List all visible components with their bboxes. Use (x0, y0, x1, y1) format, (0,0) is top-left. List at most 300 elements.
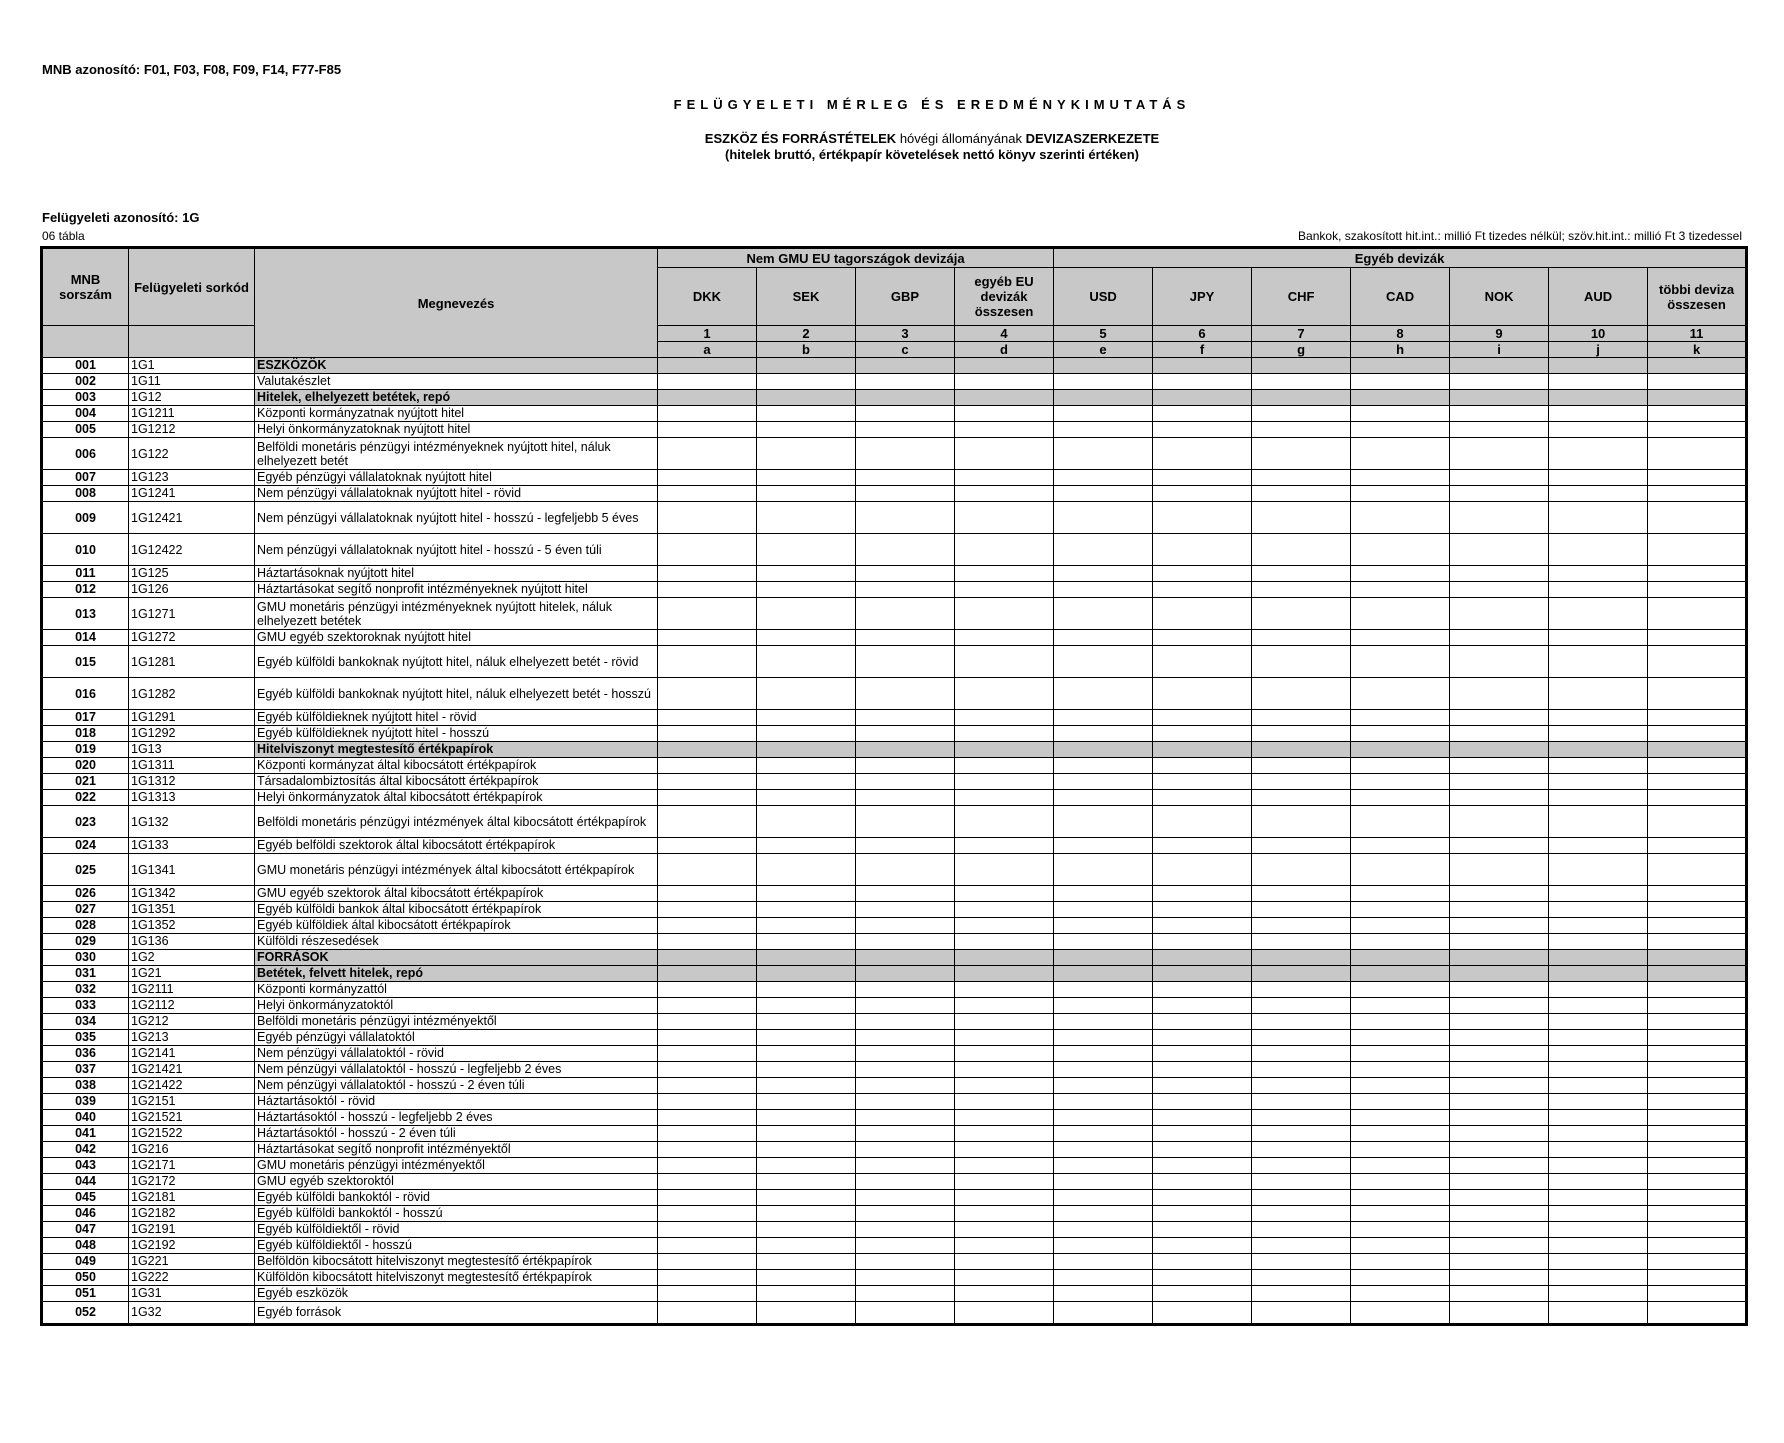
value-cell[interactable] (757, 534, 856, 566)
value-cell[interactable] (658, 1174, 757, 1190)
value-cell[interactable] (1252, 358, 1351, 374)
value-cell[interactable] (1054, 678, 1153, 710)
value-cell[interactable] (1153, 726, 1252, 742)
value-cell[interactable] (1153, 678, 1252, 710)
value-cell[interactable] (1450, 1078, 1549, 1094)
value-cell[interactable] (856, 630, 955, 646)
value-cell[interactable] (1351, 982, 1450, 998)
value-cell[interactable] (1054, 934, 1153, 950)
value-cell[interactable] (955, 950, 1054, 966)
value-cell[interactable] (1450, 646, 1549, 678)
value-cell[interactable] (1054, 486, 1153, 502)
value-cell[interactable] (1054, 1030, 1153, 1046)
value-cell[interactable] (1153, 1270, 1252, 1286)
value-cell[interactable] (1450, 630, 1549, 646)
value-cell[interactable] (1351, 1222, 1450, 1238)
value-cell[interactable] (1450, 1190, 1549, 1206)
value-cell[interactable] (955, 726, 1054, 742)
value-cell[interactable] (1450, 566, 1549, 582)
value-cell[interactable] (1450, 838, 1549, 854)
value-cell[interactable] (1648, 886, 1747, 902)
value-cell[interactable] (955, 486, 1054, 502)
value-cell[interactable] (1450, 726, 1549, 742)
value-cell[interactable] (1549, 470, 1648, 486)
value-cell[interactable] (1351, 934, 1450, 950)
value-cell[interactable] (1153, 598, 1252, 630)
value-cell[interactable] (658, 534, 757, 566)
value-cell[interactable] (1153, 1078, 1252, 1094)
value-cell[interactable] (856, 1302, 955, 1325)
value-cell[interactable] (856, 1110, 955, 1126)
value-cell[interactable] (856, 1094, 955, 1110)
value-cell[interactable] (856, 470, 955, 486)
value-cell[interactable] (757, 902, 856, 918)
value-cell[interactable] (1648, 1030, 1747, 1046)
value-cell[interactable] (856, 758, 955, 774)
value-cell[interactable] (658, 1254, 757, 1270)
value-cell[interactable] (1351, 1190, 1450, 1206)
value-cell[interactable] (1054, 390, 1153, 406)
value-cell[interactable] (1153, 854, 1252, 886)
value-cell[interactable] (1252, 918, 1351, 934)
value-cell[interactable] (1252, 438, 1351, 470)
value-cell[interactable] (1153, 1094, 1252, 1110)
value-cell[interactable] (955, 390, 1054, 406)
value-cell[interactable] (658, 934, 757, 950)
value-cell[interactable] (1648, 742, 1747, 758)
value-cell[interactable] (658, 726, 757, 742)
value-cell[interactable] (856, 726, 955, 742)
value-cell[interactable] (1549, 1062, 1648, 1078)
value-cell[interactable] (757, 630, 856, 646)
value-cell[interactable] (1054, 1254, 1153, 1270)
value-cell[interactable] (1549, 854, 1648, 886)
value-cell[interactable] (1648, 438, 1747, 470)
value-cell[interactable] (1252, 486, 1351, 502)
value-cell[interactable] (955, 502, 1054, 534)
value-cell[interactable] (1153, 358, 1252, 374)
value-cell[interactable] (955, 774, 1054, 790)
value-cell[interactable] (1351, 1238, 1450, 1254)
value-cell[interactable] (1252, 902, 1351, 918)
value-cell[interactable] (1351, 1126, 1450, 1142)
value-cell[interactable] (1648, 1158, 1747, 1174)
value-cell[interactable] (856, 934, 955, 950)
value-cell[interactable] (658, 1286, 757, 1302)
value-cell[interactable] (1054, 438, 1153, 470)
value-cell[interactable] (955, 918, 1054, 934)
value-cell[interactable] (1054, 710, 1153, 726)
value-cell[interactable] (1549, 1030, 1648, 1046)
value-cell[interactable] (1054, 950, 1153, 966)
value-cell[interactable] (1648, 966, 1747, 982)
value-cell[interactable] (955, 582, 1054, 598)
value-cell[interactable] (955, 1222, 1054, 1238)
value-cell[interactable] (1153, 1158, 1252, 1174)
value-cell[interactable] (658, 422, 757, 438)
value-cell[interactable] (658, 646, 757, 678)
value-cell[interactable] (1549, 710, 1648, 726)
value-cell[interactable] (856, 854, 955, 886)
value-cell[interactable] (1549, 1158, 1648, 1174)
value-cell[interactable] (1153, 1142, 1252, 1158)
value-cell[interactable] (1450, 1014, 1549, 1030)
value-cell[interactable] (1351, 902, 1450, 918)
value-cell[interactable] (1252, 374, 1351, 390)
value-cell[interactable] (1450, 406, 1549, 422)
value-cell[interactable] (658, 1110, 757, 1126)
value-cell[interactable] (1153, 1110, 1252, 1126)
value-cell[interactable] (1054, 774, 1153, 790)
value-cell[interactable] (1054, 1046, 1153, 1062)
value-cell[interactable] (1549, 1206, 1648, 1222)
value-cell[interactable] (1549, 1094, 1648, 1110)
value-cell[interactable] (658, 1094, 757, 1110)
value-cell[interactable] (856, 1222, 955, 1238)
value-cell[interactable] (1450, 502, 1549, 534)
value-cell[interactable] (1549, 1046, 1648, 1062)
value-cell[interactable] (658, 806, 757, 838)
value-cell[interactable] (955, 934, 1054, 950)
value-cell[interactable] (1351, 950, 1450, 966)
value-cell[interactable] (955, 1094, 1054, 1110)
value-cell[interactable] (1153, 1046, 1252, 1062)
value-cell[interactable] (1252, 950, 1351, 966)
value-cell[interactable] (856, 966, 955, 982)
value-cell[interactable] (1153, 646, 1252, 678)
value-cell[interactable] (757, 1030, 856, 1046)
value-cell[interactable] (658, 886, 757, 902)
value-cell[interactable] (1054, 982, 1153, 998)
value-cell[interactable] (1450, 1030, 1549, 1046)
value-cell[interactable] (1549, 998, 1648, 1014)
value-cell[interactable] (1153, 838, 1252, 854)
value-cell[interactable] (757, 566, 856, 582)
value-cell[interactable] (1648, 1286, 1747, 1302)
value-cell[interactable] (1054, 598, 1153, 630)
value-cell[interactable] (1648, 1094, 1747, 1110)
value-cell[interactable] (757, 934, 856, 950)
value-cell[interactable] (1252, 646, 1351, 678)
value-cell[interactable] (1054, 854, 1153, 886)
value-cell[interactable] (1153, 790, 1252, 806)
value-cell[interactable] (1648, 1222, 1747, 1238)
value-cell[interactable] (1450, 678, 1549, 710)
value-cell[interactable] (1153, 966, 1252, 982)
value-cell[interactable] (658, 390, 757, 406)
value-cell[interactable] (757, 358, 856, 374)
value-cell[interactable] (757, 1014, 856, 1030)
value-cell[interactable] (1549, 790, 1648, 806)
value-cell[interactable] (1252, 790, 1351, 806)
value-cell[interactable] (856, 1030, 955, 1046)
value-cell[interactable] (1450, 1270, 1549, 1286)
value-cell[interactable] (1351, 1158, 1450, 1174)
value-cell[interactable] (757, 646, 856, 678)
value-cell[interactable] (856, 1174, 955, 1190)
value-cell[interactable] (1153, 886, 1252, 902)
value-cell[interactable] (1648, 1046, 1747, 1062)
value-cell[interactable] (757, 678, 856, 710)
value-cell[interactable] (1549, 1126, 1648, 1142)
value-cell[interactable] (1549, 742, 1648, 758)
value-cell[interactable] (1648, 422, 1747, 438)
value-cell[interactable] (1252, 742, 1351, 758)
value-cell[interactable] (1648, 646, 1747, 678)
value-cell[interactable] (1450, 790, 1549, 806)
value-cell[interactable] (757, 1046, 856, 1062)
value-cell[interactable] (1054, 1126, 1153, 1142)
value-cell[interactable] (955, 742, 1054, 758)
value-cell[interactable] (856, 390, 955, 406)
value-cell[interactable] (1054, 582, 1153, 598)
value-cell[interactable] (1648, 774, 1747, 790)
value-cell[interactable] (1153, 406, 1252, 422)
value-cell[interactable] (1153, 1302, 1252, 1325)
value-cell[interactable] (1351, 358, 1450, 374)
value-cell[interactable] (1054, 1110, 1153, 1126)
value-cell[interactable] (955, 646, 1054, 678)
value-cell[interactable] (1450, 1238, 1549, 1254)
value-cell[interactable] (856, 902, 955, 918)
value-cell[interactable] (1450, 1158, 1549, 1174)
value-cell[interactable] (1351, 678, 1450, 710)
value-cell[interactable] (1648, 950, 1747, 966)
value-cell[interactable] (1351, 854, 1450, 886)
value-cell[interactable] (757, 1078, 856, 1094)
value-cell[interactable] (1054, 1094, 1153, 1110)
value-cell[interactable] (1648, 838, 1747, 854)
value-cell[interactable] (955, 438, 1054, 470)
value-cell[interactable] (1054, 374, 1153, 390)
value-cell[interactable] (1351, 1030, 1450, 1046)
value-cell[interactable] (1450, 918, 1549, 934)
value-cell[interactable] (1549, 886, 1648, 902)
value-cell[interactable] (1648, 1126, 1747, 1142)
value-cell[interactable] (1252, 406, 1351, 422)
value-cell[interactable] (658, 774, 757, 790)
value-cell[interactable] (955, 982, 1054, 998)
value-cell[interactable] (1648, 1302, 1747, 1325)
value-cell[interactable] (658, 1046, 757, 1062)
value-cell[interactable] (1351, 390, 1450, 406)
value-cell[interactable] (757, 470, 856, 486)
value-cell[interactable] (757, 998, 856, 1014)
value-cell[interactable] (1648, 1062, 1747, 1078)
value-cell[interactable] (1153, 1254, 1252, 1270)
value-cell[interactable] (1153, 806, 1252, 838)
value-cell[interactable] (658, 566, 757, 582)
value-cell[interactable] (1648, 486, 1747, 502)
value-cell[interactable] (856, 806, 955, 838)
value-cell[interactable] (1153, 630, 1252, 646)
value-cell[interactable] (1648, 374, 1747, 390)
value-cell[interactable] (1549, 966, 1648, 982)
value-cell[interactable] (658, 918, 757, 934)
value-cell[interactable] (1054, 886, 1153, 902)
value-cell[interactable] (658, 438, 757, 470)
value-cell[interactable] (1351, 1302, 1450, 1325)
value-cell[interactable] (1153, 998, 1252, 1014)
value-cell[interactable] (856, 790, 955, 806)
value-cell[interactable] (1351, 1142, 1450, 1158)
value-cell[interactable] (1153, 470, 1252, 486)
value-cell[interactable] (1648, 1190, 1747, 1206)
value-cell[interactable] (1648, 502, 1747, 534)
value-cell[interactable] (1648, 934, 1747, 950)
value-cell[interactable] (856, 438, 955, 470)
value-cell[interactable] (955, 1270, 1054, 1286)
value-cell[interactable] (1252, 534, 1351, 566)
value-cell[interactable] (1054, 838, 1153, 854)
value-cell[interactable] (1648, 390, 1747, 406)
value-cell[interactable] (856, 838, 955, 854)
value-cell[interactable] (1252, 1158, 1351, 1174)
value-cell[interactable] (856, 1046, 955, 1062)
value-cell[interactable] (856, 422, 955, 438)
value-cell[interactable] (1153, 374, 1252, 390)
value-cell[interactable] (955, 998, 1054, 1014)
value-cell[interactable] (1549, 726, 1648, 742)
value-cell[interactable] (1252, 1094, 1351, 1110)
value-cell[interactable] (1549, 838, 1648, 854)
value-cell[interactable] (856, 774, 955, 790)
value-cell[interactable] (1549, 422, 1648, 438)
value-cell[interactable] (955, 1142, 1054, 1158)
value-cell[interactable] (757, 1206, 856, 1222)
value-cell[interactable] (856, 1270, 955, 1286)
value-cell[interactable] (1054, 1190, 1153, 1206)
value-cell[interactable] (1351, 710, 1450, 726)
value-cell[interactable] (955, 358, 1054, 374)
value-cell[interactable] (1648, 918, 1747, 934)
value-cell[interactable] (1153, 438, 1252, 470)
value-cell[interactable] (1648, 982, 1747, 998)
value-cell[interactable] (1153, 582, 1252, 598)
value-cell[interactable] (1252, 598, 1351, 630)
value-cell[interactable] (1153, 1062, 1252, 1078)
value-cell[interactable] (1252, 630, 1351, 646)
value-cell[interactable] (856, 982, 955, 998)
value-cell[interactable] (955, 854, 1054, 886)
value-cell[interactable] (1648, 1206, 1747, 1222)
value-cell[interactable] (658, 1206, 757, 1222)
value-cell[interactable] (955, 806, 1054, 838)
value-cell[interactable] (1351, 918, 1450, 934)
value-cell[interactable] (1252, 982, 1351, 998)
value-cell[interactable] (856, 950, 955, 966)
value-cell[interactable] (1153, 486, 1252, 502)
value-cell[interactable] (1549, 1142, 1648, 1158)
value-cell[interactable] (1450, 1254, 1549, 1270)
value-cell[interactable] (1252, 838, 1351, 854)
value-cell[interactable] (1351, 758, 1450, 774)
value-cell[interactable] (658, 758, 757, 774)
value-cell[interactable] (1351, 838, 1450, 854)
value-cell[interactable] (1549, 1174, 1648, 1190)
value-cell[interactable] (1351, 1270, 1450, 1286)
value-cell[interactable] (658, 1078, 757, 1094)
value-cell[interactable] (1648, 1254, 1747, 1270)
value-cell[interactable] (1450, 886, 1549, 902)
value-cell[interactable] (1648, 630, 1747, 646)
value-cell[interactable] (856, 1142, 955, 1158)
value-cell[interactable] (1153, 422, 1252, 438)
value-cell[interactable] (1351, 646, 1450, 678)
value-cell[interactable] (856, 678, 955, 710)
value-cell[interactable] (1648, 710, 1747, 726)
value-cell[interactable] (1648, 406, 1747, 422)
value-cell[interactable] (856, 1126, 955, 1142)
value-cell[interactable] (1252, 470, 1351, 486)
value-cell[interactable] (1648, 758, 1747, 774)
value-cell[interactable] (1054, 1286, 1153, 1302)
value-cell[interactable] (1252, 1174, 1351, 1190)
value-cell[interactable] (1549, 502, 1648, 534)
value-cell[interactable] (1648, 598, 1747, 630)
value-cell[interactable] (1054, 902, 1153, 918)
value-cell[interactable] (1153, 1222, 1252, 1238)
value-cell[interactable] (1351, 1286, 1450, 1302)
value-cell[interactable] (1450, 1110, 1549, 1126)
value-cell[interactable] (1351, 998, 1450, 1014)
value-cell[interactable] (658, 374, 757, 390)
value-cell[interactable] (757, 726, 856, 742)
value-cell[interactable] (757, 502, 856, 534)
value-cell[interactable] (757, 918, 856, 934)
value-cell[interactable] (757, 486, 856, 502)
value-cell[interactable] (856, 534, 955, 566)
value-cell[interactable] (1153, 1174, 1252, 1190)
value-cell[interactable] (658, 502, 757, 534)
value-cell[interactable] (955, 710, 1054, 726)
value-cell[interactable] (1054, 358, 1153, 374)
value-cell[interactable] (955, 1206, 1054, 1222)
value-cell[interactable] (1153, 1286, 1252, 1302)
value-cell[interactable] (955, 1174, 1054, 1190)
value-cell[interactable] (1054, 758, 1153, 774)
value-cell[interactable] (1351, 470, 1450, 486)
value-cell[interactable] (757, 406, 856, 422)
value-cell[interactable] (955, 966, 1054, 982)
value-cell[interactable] (1153, 534, 1252, 566)
value-cell[interactable] (856, 1078, 955, 1094)
value-cell[interactable] (1450, 966, 1549, 982)
value-cell[interactable] (658, 678, 757, 710)
value-cell[interactable] (1351, 438, 1450, 470)
value-cell[interactable] (658, 406, 757, 422)
value-cell[interactable] (658, 950, 757, 966)
value-cell[interactable] (1450, 1302, 1549, 1325)
value-cell[interactable] (1252, 1254, 1351, 1270)
value-cell[interactable] (658, 998, 757, 1014)
value-cell[interactable] (757, 806, 856, 838)
value-cell[interactable] (955, 758, 1054, 774)
value-cell[interactable] (1549, 934, 1648, 950)
value-cell[interactable] (1648, 534, 1747, 566)
value-cell[interactable] (1351, 790, 1450, 806)
value-cell[interactable] (1549, 1014, 1648, 1030)
value-cell[interactable] (757, 838, 856, 854)
value-cell[interactable] (1549, 390, 1648, 406)
value-cell[interactable] (1153, 1206, 1252, 1222)
value-cell[interactable] (955, 598, 1054, 630)
value-cell[interactable] (1351, 566, 1450, 582)
value-cell[interactable] (856, 406, 955, 422)
value-cell[interactable] (1648, 358, 1747, 374)
value-cell[interactable] (658, 598, 757, 630)
value-cell[interactable] (1450, 374, 1549, 390)
